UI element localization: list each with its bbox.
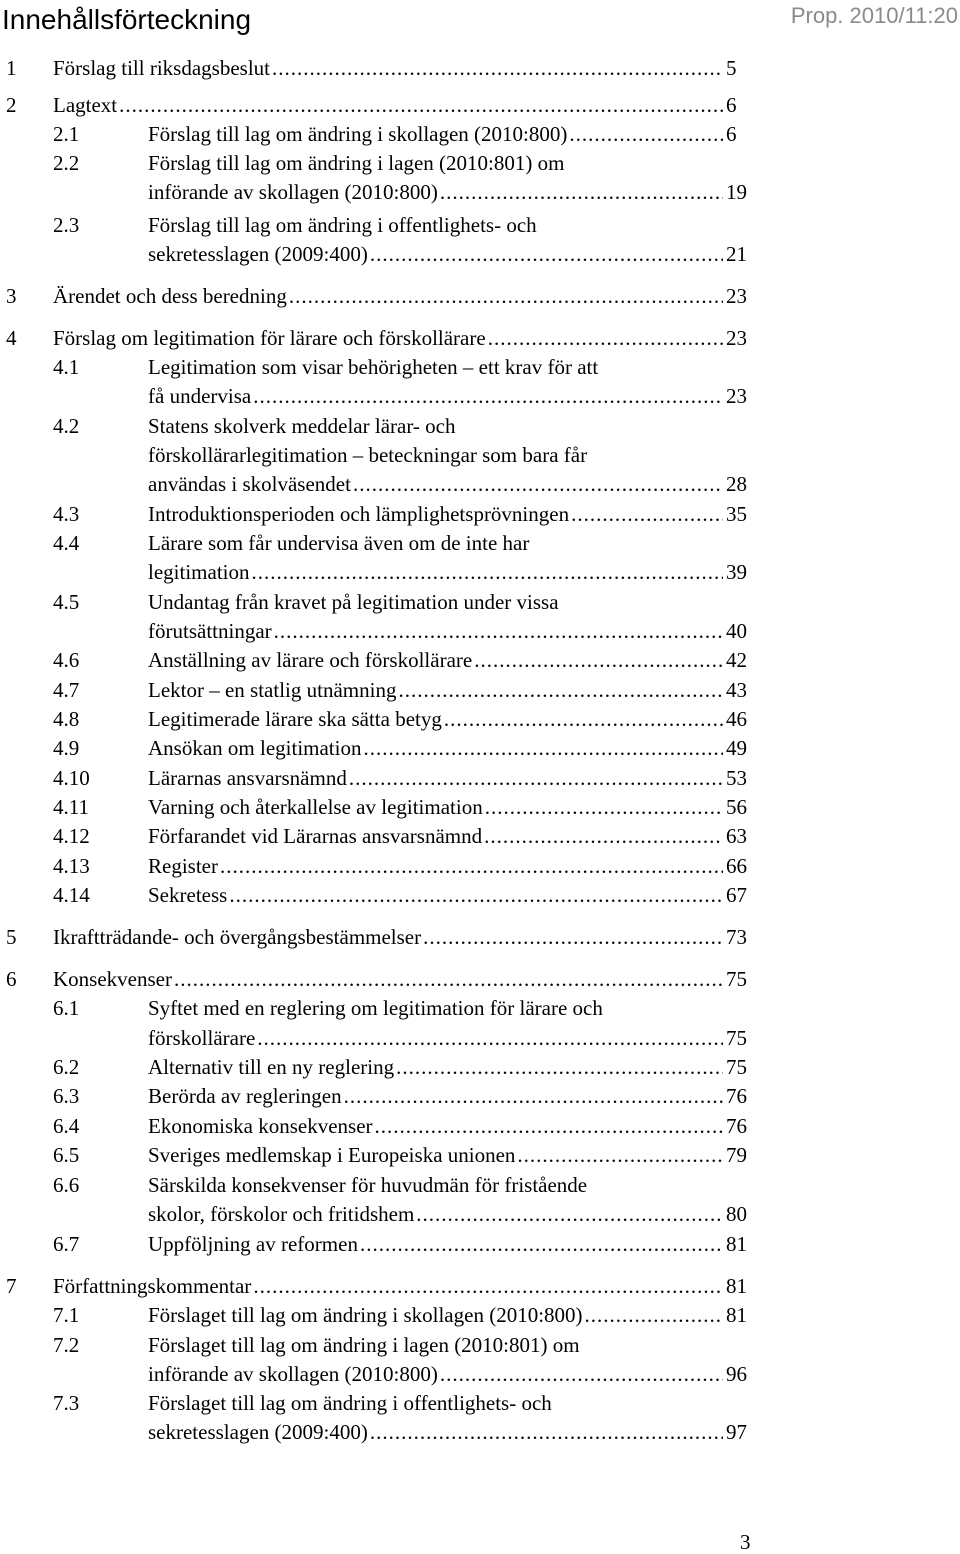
- toc-entry-title: användas i skolväsendet: [148, 472, 351, 496]
- dot-leader: [257, 1024, 723, 1053]
- toc-page-number: 21: [726, 242, 747, 266]
- toc-entry-title: Lagtext: [53, 93, 118, 117]
- toc-entry-body: [148, 676, 756, 705]
- toc-page-number: 23: [726, 326, 747, 350]
- toc-entry-body: [53, 282, 756, 311]
- toc-entry[interactable]: [0, 282, 756, 311]
- toc-entry-title: Konsekvenser: [53, 967, 172, 991]
- toc-entry-title: Förslag till lag om ändring i offentlighets- och: [148, 213, 537, 237]
- toc-entry-number: 7.1: [53, 1303, 80, 1327]
- toc-entry-number: 3: [6, 284, 17, 308]
- toc-entry-continuation[interactable]: [0, 1200, 756, 1229]
- toc-entry-number: 7: [6, 1274, 17, 1298]
- dot-leader: [396, 1053, 723, 1082]
- toc-entry-title: förutsättningar: [148, 619, 272, 643]
- toc-entry-number: 6.1: [53, 996, 80, 1020]
- toc-entry-body: [148, 822, 756, 851]
- toc-page-number: 81: [726, 1303, 747, 1327]
- toc-entry-continuation[interactable]: [0, 1360, 756, 1389]
- toc-entry[interactable]: [0, 852, 756, 881]
- toc-entry[interactable]: [0, 1230, 756, 1259]
- toc-entry-body: [53, 91, 756, 120]
- toc-entry-body: [148, 734, 756, 763]
- toc-entry-body: [148, 1301, 756, 1330]
- toc-entry-title: Författningskommentar: [53, 1274, 252, 1298]
- toc-entry[interactable]: [0, 120, 756, 149]
- toc-page-number: 28: [726, 472, 747, 496]
- toc-entry-continuation[interactable]: [0, 382, 756, 411]
- toc-entry-title: Ansökan om legitimation: [148, 736, 362, 760]
- toc-entry-body: [148, 1141, 756, 1170]
- toc-entry-number: 2.3: [53, 213, 80, 237]
- dot-leader: [484, 822, 723, 851]
- toc-entry-number: 6.7: [53, 1232, 80, 1256]
- toc-entry-body: [148, 1112, 756, 1141]
- dot-leader: [289, 282, 723, 311]
- toc-entry-title: Förslaget till lag om ändring i offentlighets- och: [148, 1391, 552, 1415]
- toc-page-number: 46: [726, 707, 747, 731]
- toc-entry-title: Sveriges medlemskap i Europeiska unionen: [148, 1143, 516, 1167]
- dot-leader: [229, 881, 723, 910]
- toc-entry-number: 6.5: [53, 1143, 80, 1167]
- dot-leader: [416, 1200, 723, 1229]
- toc-entry[interactable]: [0, 965, 756, 994]
- toc-entry-body: [53, 1272, 756, 1301]
- toc-entry-number: 4.14: [53, 883, 90, 907]
- toc-entry-body: [148, 646, 756, 675]
- toc-entry[interactable]: [0, 923, 756, 952]
- toc-page-number: 63: [726, 824, 747, 848]
- toc-page-number: 56: [726, 795, 747, 819]
- toc-entry-body: [148, 120, 756, 149]
- toc-entry-number: 1: [6, 56, 17, 80]
- toc-entry-body: [148, 1331, 756, 1360]
- toc-page-number: 42: [726, 648, 747, 672]
- dot-leader: [569, 120, 723, 149]
- toc-page-number: 49: [726, 736, 747, 760]
- toc-entry[interactable]: [0, 1301, 756, 1330]
- toc-entry-number: 7.3: [53, 1391, 80, 1415]
- toc-entry-number: 6.2: [53, 1055, 80, 1079]
- dot-leader: [444, 705, 723, 734]
- toc-entry-continuation[interactable]: [0, 240, 756, 269]
- toc-entry-title: Undantag från kravet på legitimation under vissa: [148, 590, 559, 614]
- toc-entry-number: 4.7: [53, 678, 80, 702]
- toc-entry-number: 4.11: [53, 795, 89, 819]
- toc-page-number: 6: [726, 122, 737, 146]
- toc-entry-body: [148, 149, 756, 178]
- toc-entry[interactable]: [0, 764, 756, 793]
- toc-entry-body: [148, 1360, 756, 1389]
- toc-entry-body: [148, 1389, 756, 1418]
- toc-page-number: 76: [726, 1084, 747, 1108]
- toc-entry-body: [53, 54, 756, 83]
- dot-leader: [272, 54, 723, 83]
- toc-entry-body: [148, 994, 756, 1023]
- dot-leader: [353, 470, 723, 499]
- toc-entry-number: 4.2: [53, 414, 80, 438]
- toc-entry[interactable]: [0, 588, 756, 617]
- toc-entry-continuation[interactable]: [0, 178, 756, 207]
- toc-entry-title: införande av skollagen (2010:800): [148, 180, 438, 204]
- dot-leader: [344, 1082, 723, 1111]
- toc-entry-continuation[interactable]: [0, 617, 756, 646]
- toc-entry-title: Legitimerade lärare ska sätta betyg: [148, 707, 442, 731]
- toc-entry-body: [148, 558, 756, 587]
- toc-page-number: 73: [726, 925, 747, 949]
- toc-entry[interactable]: [0, 149, 756, 178]
- toc-entry-body: [148, 240, 756, 269]
- document-reference: Prop. 2010/11:20: [790, 3, 958, 28]
- toc-entry-continuation[interactable]: [0, 558, 756, 587]
- toc-entry[interactable]: [0, 822, 756, 851]
- toc-entry-title: Förfarandet vid Lärarnas ansvarsnämnd: [148, 824, 483, 848]
- toc-entry-title: Förslag till lag om ändring i skollagen (2010:800): [148, 122, 568, 146]
- toc-entry-title: Förslag om legitimation för lärare och förskollärare: [53, 326, 486, 350]
- toc-entry-body: [148, 382, 756, 411]
- dot-leader: [474, 646, 723, 675]
- toc-page-number: 80: [726, 1202, 747, 1226]
- toc-entry-title: Varning och återkallelse av legitimation: [148, 795, 483, 819]
- dot-leader: [423, 923, 723, 952]
- toc-entry-body: [53, 923, 756, 952]
- toc-entry[interactable]: [0, 1272, 756, 1301]
- toc-entry[interactable]: [0, 529, 756, 558]
- toc-entry[interactable]: [0, 734, 756, 763]
- toc-entry-number: 4.5: [53, 590, 80, 614]
- page-number: 3: [740, 1530, 751, 1554]
- toc-entry-body: [148, 1230, 756, 1259]
- dot-leader: [370, 1418, 723, 1447]
- toc-entry-number: 2.2: [53, 151, 80, 175]
- toc-entry-body: [148, 500, 756, 529]
- toc-page-number: 23: [726, 384, 747, 408]
- toc-entry[interactable]: [0, 324, 756, 353]
- toc-entry-number: 2.1: [53, 122, 80, 146]
- dot-leader: [488, 324, 723, 353]
- toc-entry-body: [148, 211, 756, 240]
- dot-leader: [253, 1272, 723, 1301]
- toc-page-number: 75: [726, 1026, 747, 1050]
- dot-leader: [349, 764, 723, 793]
- dot-leader: [253, 382, 723, 411]
- toc-entry-body: [148, 1053, 756, 1082]
- toc-entry[interactable]: [0, 211, 756, 240]
- toc-entry-number: 4.3: [53, 502, 80, 526]
- dot-leader: [585, 1301, 723, 1330]
- toc-entry[interactable]: [0, 1389, 756, 1418]
- dot-leader: [360, 1230, 723, 1259]
- toc-page-number: 23: [726, 284, 747, 308]
- toc-page-number: 66: [726, 854, 747, 878]
- toc-entry[interactable]: [0, 1053, 756, 1082]
- toc-entry[interactable]: [0, 1331, 756, 1360]
- toc-entry-body: [53, 965, 756, 994]
- toc-entry-body: [148, 793, 756, 822]
- dot-leader: [571, 500, 723, 529]
- toc-entry-title: Syftet med en reglering om legitimation för lärare och: [148, 996, 603, 1020]
- toc-entry-title: Lärare som får undervisa även om de inte har: [148, 531, 530, 555]
- toc-page-number: 53: [726, 766, 747, 790]
- toc-entry-number: 4.12: [53, 824, 90, 848]
- toc-page-number: 75: [726, 967, 747, 991]
- toc-entry-title: legitimation: [148, 560, 250, 584]
- toc-entry-title: Förslag till lag om ändring i lagen (2010:801) om: [148, 151, 565, 175]
- toc-entry[interactable]: [0, 91, 756, 120]
- toc-entry-body: [148, 705, 756, 734]
- toc-entry-number: 4.8: [53, 707, 80, 731]
- toc-entry-number: 4: [6, 326, 17, 350]
- toc-entry-body: [148, 881, 756, 910]
- toc-entry-title: skolor, förskolor och fritidshem: [148, 1202, 415, 1226]
- toc-page-number: 81: [726, 1274, 747, 1298]
- toc-entry-title: Berörda av regleringen: [148, 1084, 342, 1108]
- toc-entry-title: sekretesslagen (2009:400): [148, 1420, 368, 1444]
- dot-leader: [375, 1112, 723, 1141]
- toc-page-number: 43: [726, 678, 747, 702]
- toc-entry-title: Förslag till riksdagsbeslut: [53, 56, 270, 80]
- toc-entry-title: Ikraftträdande- och övergångsbestämmelser: [53, 925, 422, 949]
- toc-page-number: 76: [726, 1114, 747, 1138]
- toc-entry-continuation[interactable]: [0, 1418, 756, 1447]
- toc-entry-number: 7.2: [53, 1333, 80, 1357]
- toc-entry-continuation[interactable]: [0, 441, 756, 470]
- toc-entry-title: förskollärare: [148, 1026, 256, 1050]
- toc-entry-number: 4.9: [53, 736, 80, 760]
- toc-entry-number: 4.4: [53, 531, 80, 555]
- toc-page-number: 39: [726, 560, 747, 584]
- toc-page-number: 6: [726, 93, 737, 117]
- toc-entry[interactable]: [0, 1171, 756, 1200]
- toc-entry-title: Förslaget till lag om ändring i skollagen (2010:800): [148, 1303, 583, 1327]
- toc-entry-title: Sekretess: [148, 883, 228, 907]
- toc-entry-number: 6.3: [53, 1084, 80, 1108]
- toc-entry-title: Särskilda konsekvenser för huvudmän för fristående: [148, 1173, 588, 1197]
- toc-entry[interactable]: [0, 1112, 756, 1141]
- dot-leader: [220, 852, 723, 881]
- toc-entry-number: 2: [6, 93, 17, 117]
- toc-entry-body: [148, 353, 756, 382]
- toc-entry-title: Introduktionsperioden och lämplighetsprövningen: [148, 502, 570, 526]
- toc-entry[interactable]: [0, 793, 756, 822]
- toc-entry[interactable]: [0, 500, 756, 529]
- toc-entry-number: 6: [6, 967, 17, 991]
- toc-entry-body: [148, 617, 756, 646]
- toc-entry[interactable]: [0, 1082, 756, 1111]
- toc-entry-title: Ekonomiska konsekvenser: [148, 1114, 373, 1138]
- toc-entry-continuation[interactable]: [0, 470, 756, 499]
- toc-entry-number: 4.1: [53, 355, 80, 379]
- dot-leader: [274, 617, 723, 646]
- toc-page-number: 67: [726, 883, 747, 907]
- toc-entry[interactable]: [0, 353, 756, 382]
- toc-entry-title: Ärendet och dess beredning: [53, 284, 287, 308]
- toc-entry-title: Legitimation som visar behörigheten – ett krav för att: [148, 355, 599, 379]
- toc-entry-body: [148, 852, 756, 881]
- toc-entry-title: Förslaget till lag om ändring i lagen (2010:801) om: [148, 1333, 580, 1357]
- toc-entry-title: Anställning av lärare och förskollärare: [148, 648, 473, 672]
- toc-page-number: 40: [726, 619, 747, 643]
- toc-entry-body: [148, 1082, 756, 1111]
- toc-entry-number: 4.6: [53, 648, 80, 672]
- dot-leader: [517, 1141, 723, 1170]
- toc-entry-body: [53, 324, 756, 353]
- toc-entry-title: Lektor – en statlig utnämning: [148, 678, 397, 702]
- toc-entry-title: Uppföljning av reformen: [148, 1232, 358, 1256]
- toc-page-number: 35: [726, 502, 747, 526]
- dot-leader: [363, 734, 723, 763]
- toc-entry[interactable]: [0, 676, 756, 705]
- toc-entry-title: Lärarnas ansvarsnämnd: [148, 766, 347, 790]
- toc-entry[interactable]: [0, 1141, 756, 1170]
- toc-entry-title: Alternativ till en ny reglering: [148, 1055, 395, 1079]
- toc-entry[interactable]: [0, 881, 756, 910]
- toc-entry-body: [148, 1418, 756, 1447]
- toc-entry-number: 4.10: [53, 766, 90, 790]
- dot-leader: [174, 965, 723, 994]
- toc-entry-body: [148, 1024, 756, 1053]
- toc-entry-title: förskollärarlegitimation – beteckningar som bara får: [148, 443, 588, 467]
- toc-entry-title: sekretesslagen (2009:400): [148, 242, 368, 266]
- dot-leader: [119, 91, 723, 120]
- toc-entry-number: 4.13: [53, 854, 90, 878]
- toc-entry[interactable]: [0, 54, 756, 83]
- toc-page-number: 96: [726, 1362, 747, 1386]
- toc-entry-body: [148, 1200, 756, 1229]
- toc-entry-body: [148, 588, 756, 617]
- dot-leader: [370, 240, 723, 269]
- page-title: Innehållsförteckning: [2, 4, 252, 35]
- toc-entry-continuation[interactable]: [0, 1024, 756, 1053]
- toc-entry-number: 6.6: [53, 1173, 80, 1197]
- toc-entry[interactable]: [0, 412, 756, 441]
- toc-entry-title: få undervisa: [148, 384, 252, 408]
- dot-leader: [440, 178, 723, 207]
- toc-entry-title: Register: [148, 854, 218, 878]
- toc-entry-body: [148, 441, 756, 470]
- toc-entry-number: 5: [6, 925, 17, 949]
- toc-entry-body: [148, 1171, 756, 1200]
- toc-entry[interactable]: [0, 705, 756, 734]
- toc-entry[interactable]: [0, 646, 756, 675]
- toc-page-number: 5: [726, 56, 737, 80]
- toc-entry-title: införande av skollagen (2010:800): [148, 1362, 438, 1386]
- toc-entry-body: [148, 470, 756, 499]
- dot-leader: [440, 1360, 723, 1389]
- toc-page-number: 75: [726, 1055, 747, 1079]
- toc-page-number: 19: [726, 180, 747, 204]
- dot-leader: [485, 793, 723, 822]
- toc-page-number: 79: [726, 1143, 747, 1167]
- toc-entry-number: 6.4: [53, 1114, 80, 1138]
- toc-entry-body: [148, 764, 756, 793]
- dot-leader: [251, 558, 723, 587]
- toc-entry-title: Statens skolverk meddelar lärar- och: [148, 414, 456, 438]
- toc-entry[interactable]: [0, 994, 756, 1023]
- toc-page-number: 81: [726, 1232, 747, 1256]
- dot-leader: [398, 676, 723, 705]
- toc-entry-body: [148, 529, 756, 558]
- toc-entry-body: [148, 412, 756, 441]
- toc-entry-body: [148, 178, 756, 207]
- toc-page-number: 97: [726, 1420, 747, 1444]
